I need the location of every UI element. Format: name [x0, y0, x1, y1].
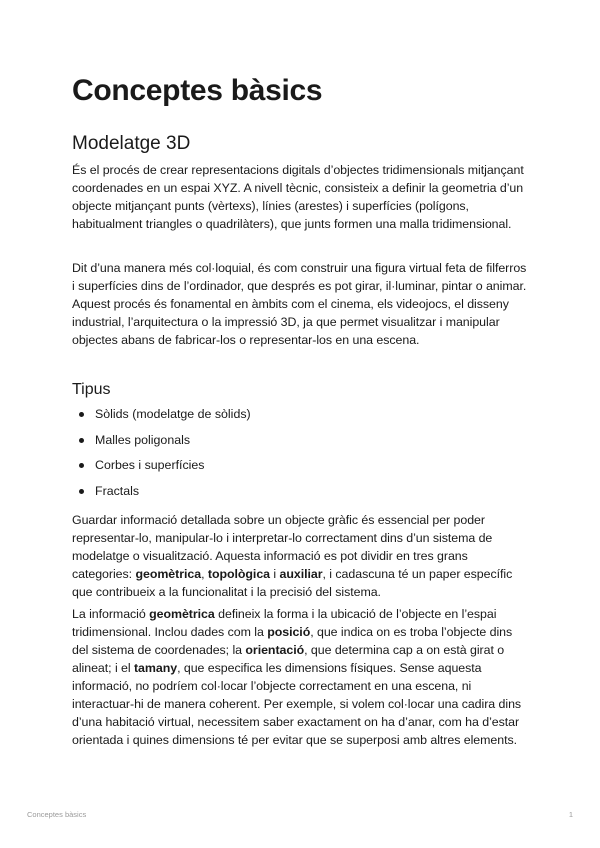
bullet-icon	[79, 412, 84, 417]
info-paragraph	[72, 511, 528, 601]
text-run: , i cadascuna té un paper específic que contribueix a la funcionalitat i la precisió del sistema.	[72, 567, 513, 599]
bold-term-orientacio: orientació	[245, 643, 305, 657]
list-item	[72, 431, 251, 457]
geometric-info-paragraph	[72, 605, 528, 749]
list-item-label: Fractals	[95, 484, 140, 499]
bold-term-posicio: posició	[267, 625, 311, 639]
text-run: defineix la forma i la ubicació de l’objecte en l’espai tridimensional. Inclou dades com la	[72, 607, 497, 639]
bullet-icon	[79, 489, 84, 494]
text-run: , que especifica les dimensions físiques. Sense aquesta informació, no podríem col·locar l’objecte correctament en una escena, ni interactuar-hi de manera coherent. Per exemple, si volem col·locar una cadira dins d’una habitació virtual, necessitem saber exactament on ha d’anar, com ha d’estar orientada i quines dimensions té per evitar que se superposi amb altres elements.	[72, 661, 522, 747]
text-run: La informació	[72, 607, 150, 621]
types-list	[72, 405, 251, 508]
footer-page-number: 1	[568, 810, 573, 819]
section-paragraph-1: És el procés de crear representacions digitals d’objectes tridimensionals mitjançant coordenades en un espai XYZ. A nivell tècnic, consisteix a definir la geometria d’un objecte mitjançant punts (vèrtexs), línies (arestes) i superfícies (polígons, habitualment triangles o quadrilàters), que junts formen una malla tridimensional.	[72, 163, 524, 231]
list-item-label: Sòlids (modelatge de sòlids)	[95, 407, 251, 421]
list-item	[72, 456, 251, 482]
text-run: , que determina cap a on està girat o alineat; i el	[72, 643, 505, 675]
list-item	[72, 482, 251, 508]
bullet-icon	[79, 438, 84, 443]
bold-term-tamany: tamany	[133, 661, 178, 675]
bold-term-geometrica: geomètrica	[135, 567, 202, 581]
subsection-heading: Tipus	[72, 381, 111, 398]
text-run: Guardar informació detallada sobre un objecte gràfic és essencial per poder representar-lo, manipular-lo i interpretar-lo correctament dins d’un sistema de modelatge o visualització. Aquesta informació es pot dividir en tres grans categories:	[72, 513, 493, 581]
text-run: i	[270, 567, 280, 581]
bold-term-auxiliar: auxiliar	[279, 567, 323, 581]
page-title: Conceptes bàsics	[72, 74, 323, 107]
text-run: ,	[201, 567, 208, 581]
bold-term-topologica: topològica	[207, 567, 271, 581]
bold-term-geometrica: geomètrica	[149, 607, 215, 621]
bullet-icon	[79, 463, 84, 468]
section-heading: Modelatge 3D	[72, 133, 191, 154]
text-run: , que indica on es troba l’objecte dins del sistema de coordenades; la	[72, 625, 513, 657]
list-item	[72, 405, 251, 431]
section-paragraph-2: Dit d’una manera més col·loquial, és com construir una figura virtual feta de filferros i superfícies dins de l’ordinador, que després es pot girar, il·luminar, pintar o animar. Aquest procés és fonamental en àmbits com el cinema, els videojocs, el disseny industrial, l’arquitectura o la impressió 3D, ja que permet visualitzar i manipular objectes abans de fabricar-los o representar-los en una escena.	[72, 261, 527, 347]
list-item-label: Corbes i superfícies	[95, 458, 205, 473]
list-item-label: Malles poligonals	[95, 432, 191, 447]
footer-title: Conceptes bàsics	[27, 810, 87, 819]
